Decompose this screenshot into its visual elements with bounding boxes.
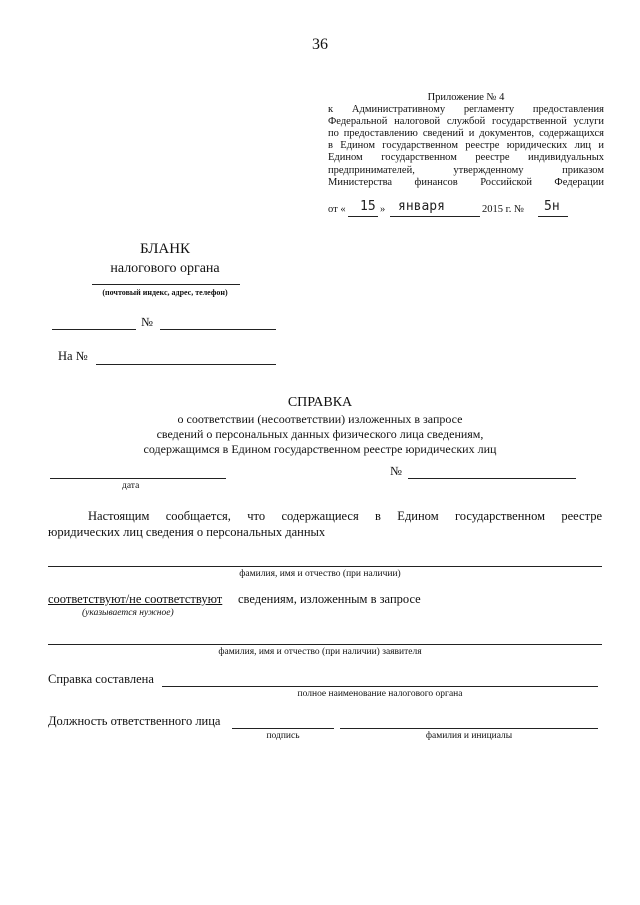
blank-subtitle: налогового органа [110,261,220,276]
body-line-2: юридических лиц сведения о персональных данных [48,525,326,539]
official-label: Должность ответственного лица [48,714,221,728]
certificate-subtitle-line: о соответствии (несоответствии) изложенных в запросе [177,412,463,426]
order-number-underline [538,216,568,217]
compiled-label: Справка составлена [48,672,154,686]
order-mid: » [380,204,386,215]
fio-caption: фамилия, имя и отчество (при наличии) [239,569,401,579]
outgoing-number-line [160,329,276,330]
name-line [340,728,598,729]
order-prefix: от « [328,204,346,215]
blank-title: БЛАНК [139,241,191,257]
certificate-number-line [408,478,576,479]
name-caption: фамилия и инициалы [425,731,513,741]
applicant-caption: фамилия, имя и отчество (при наличии) заявителя [218,647,422,657]
order-number: 5н [544,199,560,214]
appendix-line: Министерства финансов Российской Федерации [328,176,604,188]
appendix-line: Едином государственном реестре индивидуальных [328,152,604,164]
applicant-line [48,644,602,645]
appendix-heading: Приложение № 4 [427,92,505,103]
fio-line [48,566,602,567]
certificate-subtitle-line: содержащимся в Едином государственном реестре юридических лиц [143,442,497,456]
appendix-line: предпринимателей, утвержденному приказом [328,164,604,176]
order-month-underline [390,216,480,217]
appendix-block [328,92,604,189]
signature-line [232,728,334,729]
compiled-caption: полное наименование налогового органа [297,689,463,699]
appendix-line: в Едином государственном реестре юридических лиц и [328,140,604,152]
match-note: (указывается нужное) [82,608,174,618]
certificate-number-sign: № [390,464,402,478]
order-line [328,199,604,219]
outgoing-date-line [52,329,136,330]
order-month: января [398,199,445,214]
certificate-title: СПРАВКА [287,395,353,410]
appendix-line: по предоставлению сведений и документов, содержащихся [328,128,604,140]
match-rest: сведениям, изложенным в запросе [238,592,421,606]
page-number: 36 [312,36,328,53]
outgoing-number-sign: № [141,315,153,329]
date-caption: дата [122,481,140,491]
compiled-line [162,686,598,687]
order-day: 15 [360,199,376,214]
blank-address-line [92,284,240,285]
order-year: 2015 г. № [482,204,525,215]
certificate-date-line [50,478,226,479]
appendix-line: к Административному регламенту предоставления [328,104,604,116]
signature-caption: подпись [266,731,300,741]
certificate-subtitle-line: сведений о персональных данных физического лица сведениям, [156,427,484,441]
order-day-underline [348,216,378,217]
match-option: соответствуют/не соответствуют [48,592,223,606]
reply-to-label: На № [58,349,88,363]
appendix-line: Федеральной налоговой службой государственной услуги [328,116,604,128]
body-text [48,508,602,540]
reply-to-line [96,364,276,365]
body-line-1: Настоящим сообщается, что содержащиеся в Едином государственном реестре [88,509,602,523]
blank-caption: (почтовый индекс, адрес, телефон) [102,288,228,297]
